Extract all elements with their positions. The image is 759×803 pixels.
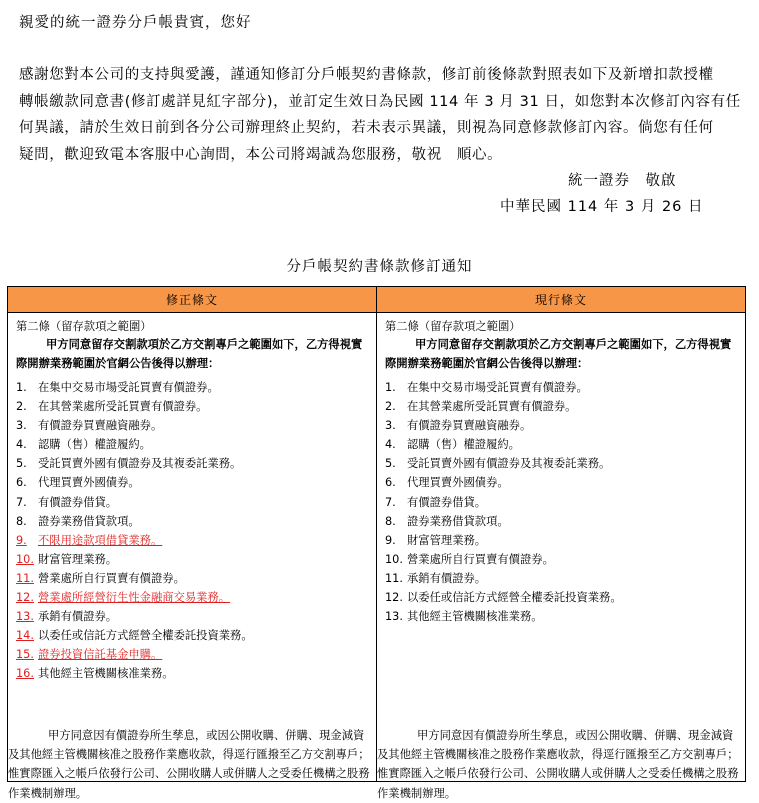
list-item-number: 16. (16, 667, 34, 681)
list-item-number: 9. (16, 533, 27, 547)
letter-body (19, 62, 741, 168)
list-item (16, 645, 253, 664)
comparison-table (7, 286, 746, 800)
list-item (385, 378, 622, 397)
signature-date: 中華民國 114 年 3 月 26 日 (500, 199, 704, 215)
list-item-text: 代理買賣外國債券。 (407, 476, 509, 490)
list-item-text: 承銷有價證券。 (38, 610, 118, 624)
list-item (16, 493, 253, 512)
list-item (16, 473, 253, 492)
article-closing-paragraph: 甲方同意因有價證券所生孳息，或因公開收購、併購、現金減資及其他經主管機關核准之股務作業應收款，得逕行匯撥至乙方交割專戶；惟實際匯入之帳戶依發行公司、公開收購人或併購人之受委任機構之股務作業機制辦理。 (377, 729, 739, 800)
list-item (385, 397, 622, 416)
list-item-number: 4. (385, 438, 396, 452)
list-item-number: 13. (385, 610, 403, 624)
list-item-number: 2. (385, 400, 396, 414)
list-item-number: 6. (385, 476, 396, 490)
list-item (16, 435, 253, 454)
list-item (16, 626, 253, 645)
signature-company: 統一證券 敬啟 (568, 173, 677, 189)
list-item-text: 其他經主管機關核准業務。 (38, 667, 174, 681)
table-row (8, 313, 746, 782)
list-item-number: 15. (16, 648, 34, 662)
article-heading: 第二條（留存款項之範圍） (385, 320, 521, 333)
list-item-text: 財富管理業務。 (38, 552, 118, 566)
list-item-number: 5. (16, 457, 27, 471)
list-item (16, 378, 253, 397)
list-item (385, 512, 622, 531)
list-item-number: 8. (385, 514, 396, 528)
letter-body-line: 何異議，請於生效日前到各分公司辦理終止契約，若未表示異議，則視為同意修款修訂內容。倘您有任何 (19, 120, 714, 136)
list-item (16, 397, 253, 416)
list-item-number: 13. (16, 610, 34, 624)
list-item-number: 3. (16, 419, 27, 433)
list-item-number: 12. (16, 591, 34, 605)
comparison-table-wrapper (7, 286, 745, 800)
list-item-text: 有價證券買賣融資融券。 (38, 419, 163, 433)
list-item (16, 569, 253, 588)
list-item-text: 財富管理業務。 (407, 533, 487, 547)
letter-body-line: 疑問，歡迎致電本客服中心詢問，本公司將竭誠為您服務，敬祝 順心。 (19, 146, 503, 163)
revised-cell (8, 313, 377, 800)
list-item-text: 受託買賣外國有價證券及其複委託業務。 (38, 457, 242, 471)
list-item (385, 493, 622, 512)
list-item-text: 認購（售）權證履約。 (38, 438, 151, 452)
list-item (16, 664, 253, 683)
list-item (385, 588, 622, 607)
list-item (385, 473, 622, 492)
list-item (16, 416, 253, 435)
letter-body-line: 轉帳繳款同意書(修訂處詳見紅字部分)，並訂定生效日為民國 114 年 3 月 31 日，如您對本次修訂內容有任 (19, 93, 741, 110)
article-closing-paragraph: 甲方同意因有價證券所生孳息，或因公開收購、併購、現金減資及其他經主管機關核准之股務作業應收款，得逕行匯撥至乙方交割專戶；惟實際匯入之帳戶依發行公司、公開收購人或併購人之受委任機構之股務作業機制辦理。 (8, 729, 370, 800)
list-item (16, 531, 253, 550)
list-item (16, 550, 253, 569)
list-item (16, 588, 253, 607)
list-item-text: 承銷有價證券。 (407, 571, 487, 585)
list-item-number: 5. (385, 457, 396, 471)
article-heading: 第二條（留存款項之範圍） (16, 320, 152, 333)
list-item-number: 7. (385, 495, 396, 509)
list-item-number: 2. (16, 400, 27, 414)
list-item (385, 531, 622, 550)
list-item-text: 營業處所自行買賣有價證券。 (38, 571, 185, 585)
list-item-text: 其他經主管機關核准業務。 (407, 610, 543, 624)
list-item-text: 證券投資信託基金申購。 (38, 648, 163, 662)
list-item-number: 11. (16, 571, 34, 585)
revised-column (8, 313, 376, 800)
list-item-number: 4. (16, 438, 27, 452)
list-item-number: 1. (16, 381, 27, 394)
list-item-text: 營業處所自行買賣有價證券。 (407, 552, 554, 566)
list-item-text: 不限用途款項借貸業務。 (38, 533, 163, 547)
list-item-number: 8. (16, 514, 27, 528)
list-item-text: 受託買賣外國有價證券及其複委託業務。 (407, 457, 611, 471)
list-item-text: 在其營業處所受託買賣有價證券。 (38, 400, 208, 414)
letter-body-line: 感謝您對本公司的支持與愛護，謹通知修訂分戶帳契約書條款，修訂前後條款對照表如下及新增扣款授權 (19, 67, 714, 83)
list-item (16, 454, 253, 473)
list-item (385, 416, 622, 435)
list-item-text: 代理買賣外國債券。 (38, 476, 140, 490)
table-header-row (8, 287, 746, 313)
list-item-text: 證券業務借貸款項。 (38, 514, 140, 528)
letter-greeting: 親愛的統一證券分戶帳貴賓，您好 (19, 15, 252, 31)
notice-title: 分戶帳契約書條款修訂通知 (286, 259, 473, 275)
list-item-number: 10. (16, 552, 34, 566)
column-header-current: 現行條文 (377, 287, 746, 313)
current-cell (377, 313, 746, 800)
article-intro: 甲方同意留存交割款項於乙方交割專戶之範圍如下，乙方得視實際開辦業務範圍於官網公告後得以辦理： (385, 338, 732, 370)
list-item-text: 有價證券借貸。 (38, 495, 118, 509)
list-item (16, 512, 253, 531)
list-item-number: 6. (16, 476, 27, 490)
list-item-text: 有價證券買賣融資融券。 (407, 419, 532, 433)
list-item-text: 有價證券借貸。 (407, 495, 487, 509)
list-item-text: 認購（售）權證履約。 (407, 438, 520, 452)
list-item-number: 1. (385, 381, 396, 394)
list-item-text: 營業處所經營衍生性金融商交易業務。 (38, 591, 231, 605)
list-item (385, 550, 622, 569)
list-item-number: 14. (16, 629, 34, 643)
article-intro: 甲方同意留存交割款項於乙方交割專戶之範圍如下，乙方得視實際開辦業務範圍於官網公告後得以辦理： (16, 338, 363, 370)
list-item (385, 435, 622, 454)
list-item (385, 607, 622, 626)
list-item-number: 7. (16, 495, 27, 509)
list-item-text: 在集中交易市場受託買賣有價證券。 (407, 381, 588, 394)
list-item-number: 11. (385, 571, 403, 585)
list-item-text: 在集中交易市場受託買賣有價證券。 (38, 381, 219, 394)
list-item-number: 3. (385, 419, 396, 433)
list-item-number: 9. (385, 533, 396, 547)
list-item-text: 證券業務借貸款項。 (407, 514, 509, 528)
list-item-number: 12. (385, 591, 403, 605)
current-column (377, 313, 745, 800)
list-item-text: 以委任或信託方式經營全權委託投資業務。 (38, 629, 253, 643)
list-item-text: 在其營業處所受託買賣有價證券。 (407, 400, 577, 414)
column-header-revised: 修正條文 (8, 287, 377, 313)
article-item-list (16, 378, 253, 684)
list-item (385, 454, 622, 473)
list-item-text: 以委任或信託方式經營全權委託投資業務。 (407, 591, 622, 605)
article-item-list (385, 378, 622, 626)
list-item-number: 10. (385, 552, 403, 566)
list-item (385, 569, 622, 588)
list-item (16, 607, 253, 626)
